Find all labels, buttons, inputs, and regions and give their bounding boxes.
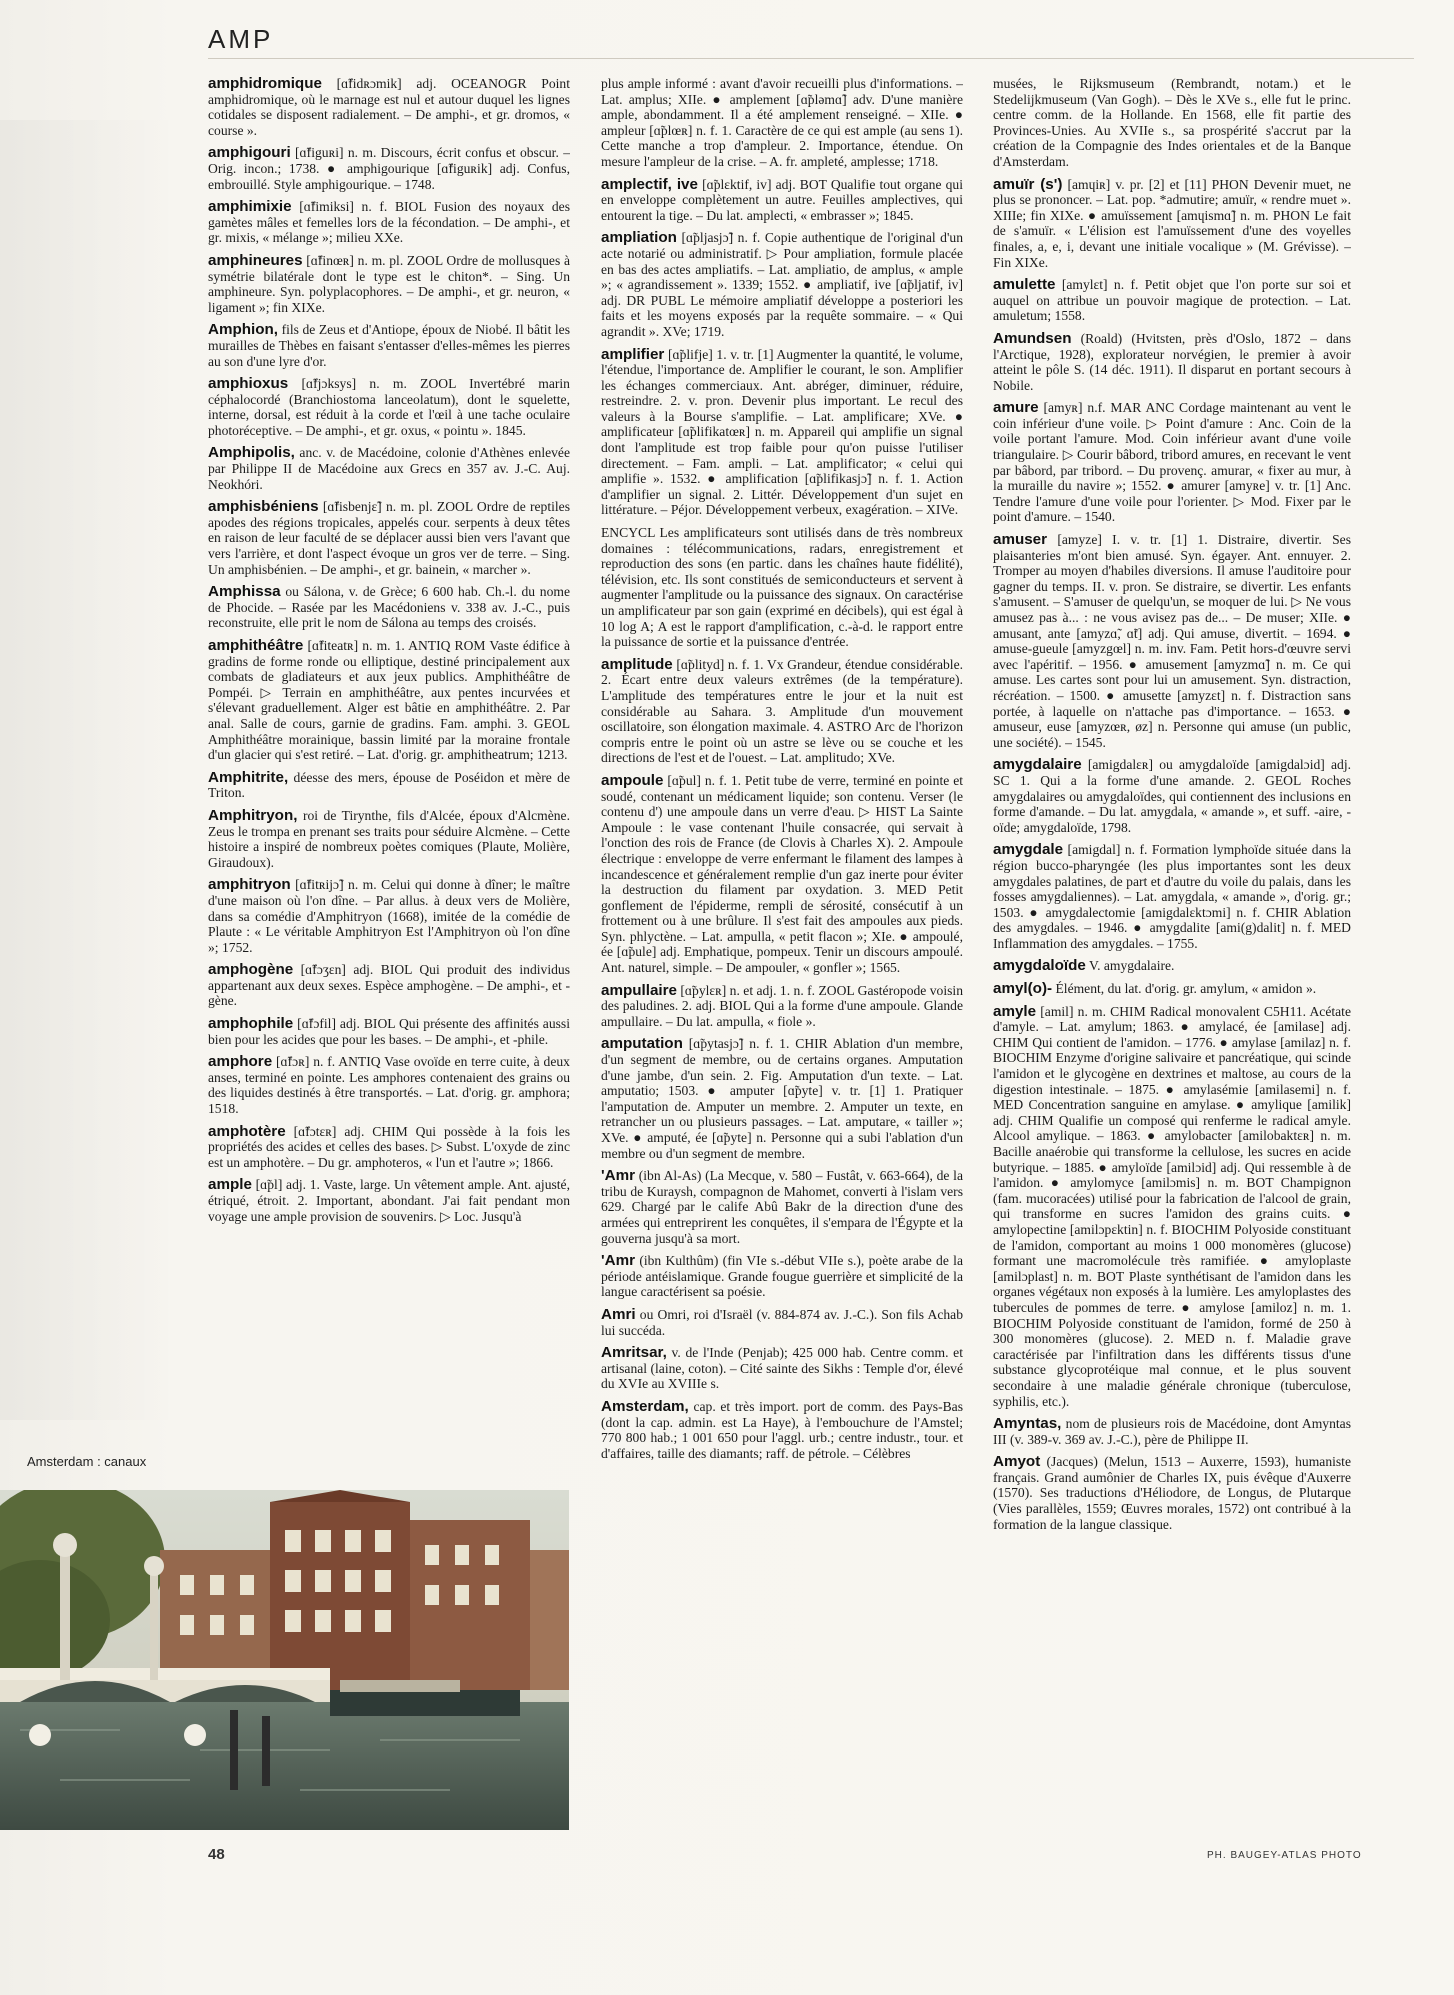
- entry-definition: [amigdalɛʀ] ou amygdaloïde [amigdalɔid] adj. SC 1. Qui a la forme d'une amande. 2. GEOL Roches amygdalaires ou amygdaloïdes, qui contiennent des inclusions en forme d'amande. – Du lat. amygdala, « amande », et suff. -aire, -oïde; amygdaloïde, 1798.: [993, 757, 1351, 835]
- dictionary-entry: [993, 331, 1351, 393]
- entry-headword: amuser: [993, 531, 1048, 549]
- entry-definition: [ɑ̃fɔʀ] n. f. ANTIQ Vase ovoïde en terre cuite, à deux anses, terminé en pointe. Les amphores contenaient des grains ou des liquides destinés à être transportés. – Lat. d'orig. gr. amphora; 1518.: [208, 1054, 570, 1117]
- dictionary-entry: [993, 1416, 1351, 1447]
- dictionary-entry: [208, 1124, 570, 1171]
- entry-definition: [ɑ̃figuʀi] n. m. Discours, écrit confus et obscur. – Orig. incon.; 1738. ● amphigourique [ɑ̃figuʀik] adj. Confus, embrouillé. Style amphigourique. – 1748.: [208, 145, 570, 192]
- dictionary-entry: [993, 532, 1351, 750]
- dictionary-entry: [993, 757, 1351, 835]
- entry-definition: [ɑ̃fɔtɛʀ] adj. CHIM Qui possède à la fois les propriétés des acides et celles des bases. ▷ Subst. L'oxyde de zinc est un amphotère. – Du gr. amphoteros, « l'un et l'autre »; 1866.: [208, 1123, 570, 1170]
- dictionary-entry: [208, 638, 570, 763]
- entry-headword: amyle: [993, 1002, 1037, 1020]
- entry-headword: amphophile: [208, 1015, 294, 1033]
- entry-definition: [ɑ̃fɔʒɛn] adj. BIOL Qui produit des individus appartenant aux deux sexes. Espèce amphogène. – De amphi-, et -gène.: [208, 962, 570, 1009]
- entry-headword: amphineures: [208, 251, 303, 269]
- running-head: AMP: [208, 24, 274, 54]
- entry-definition: nom de plusieurs rois de Macédoine, dont Amyntas III (v. 389-v. 369 av. J.-C.), père de Philippe II.: [993, 1416, 1351, 1447]
- dictionary-entry: [208, 584, 570, 631]
- dictionary-entry: [993, 400, 1351, 525]
- dictionary-entry: [601, 1345, 963, 1392]
- entry-headword: 'Amr: [601, 1167, 635, 1185]
- dictionary-entry: [993, 958, 1351, 974]
- entry-headword: amphidromique: [208, 76, 322, 92]
- entry-definition: déesse des mers, épouse de Poséidon et mère de Triton.: [208, 769, 570, 801]
- entry-headword: amphisbéniens: [208, 498, 319, 516]
- dictionary-entry: [993, 1454, 1351, 1532]
- header-rule: [208, 58, 1414, 59]
- photo-caption: Amsterdam : canaux: [27, 1454, 147, 1469]
- entry-definition: [amɥiʀ] v. pr. [2] et [11] PHON Devenir muet, ne plus se prononcer. – Lat. pop. *admutire; amuïr, « rendre muet ». XIIIe; fin XIXe. ● amuïssement [amɥismɑ̃] n. m. PHON Le fait de s'amuïr. « L'élision est l'amuïssement d'une des voyelles finales, a, e, i, devant une initiale vocalique » (M. Grévisse). – Fin XIXe.: [993, 176, 1351, 270]
- dictionary-entry: [208, 1054, 570, 1116]
- dictionary-entry: [208, 322, 570, 369]
- dictionary-entry: [601, 773, 963, 976]
- entry-definition: (ibn Kulthûm) (fin VIe s.-début VIIe s.), poète arabe de la période antéislamique. Grande fougue guerrière et simplicité de la langue caractérisent sa poésie.: [601, 1253, 963, 1300]
- amsterdam-canal-photo: [0, 1490, 569, 1830]
- dictionary-entry: [208, 877, 570, 955]
- entry-definition: Élément, du lat. d'orig. gr. amylum, « amidon ».: [1055, 981, 1317, 997]
- dictionary-entry: [208, 199, 570, 246]
- dictionary-entry: [993, 1004, 1351, 1409]
- entry-definition: [ɑ̃fisbenjɛ̃] n. m. pl. ZOOL Ordre de reptiles apodes des régions tropicales, appelés cour. serpents à deux têtes en raison de leur faculté de se déplacer aussi bien vers l'avant que vers l'arrière, et dont l'aspect évoque un gros ver de terre. – Sing. Un amphisbénien. – De amphi-, et gr. bainein, « marcher ».: [208, 499, 570, 577]
- entry-headword: amphore: [208, 1053, 273, 1071]
- dictionary-entry: [993, 177, 1351, 271]
- dictionary-entry: [601, 1168, 963, 1246]
- dictionary-entry: [601, 525, 963, 650]
- entry-headword: Amsterdam,: [601, 1397, 689, 1415]
- entry-headword: amulette: [993, 276, 1056, 294]
- entry-definition: [amylɛt] n. f. Petit objet que l'on porte sur soi et auquel on attribue un pouvoir magique de protection. – Lat. amuletum; 1558.: [993, 277, 1351, 324]
- dictionary-entry: [208, 1177, 570, 1224]
- entry-definition: fils de Zeus et d'Antiope, époux de Niobé. Il bâtit les murailles de Thèbes en faisant s'entasser d'elles-mêmes les pierres au son d'une lyre d'or.: [208, 322, 570, 369]
- column-2: [601, 76, 963, 1886]
- entry-headword: Amundsen: [993, 329, 1072, 347]
- entry-definition: [ɑ̃pljasjɔ̃] n. f. Copie authentique de l'original d'un acte notarié ou administratif. ▷ Pour ampliation, formule placée en bas des actes ampliatifs. – Lat. ampliatio, de amplus, « ample »; « agrandissement ». 1339; 1552. ● ampliatif, ive [ɑ̃pljatif, iv] adj. DR PUBL Le mémoire ampliatif développe a posteriori les faits et les moyens exposés par la requête sommaire. – « Qui agrandit ». XVe; 1719.: [601, 230, 963, 339]
- dictionary-entry: [208, 770, 570, 801]
- entry-headword: Amphitryon,: [208, 806, 298, 824]
- entry-headword: amphioxus: [208, 375, 289, 393]
- dictionary-entry: [208, 962, 570, 1009]
- page-margin-shadow: [0, 120, 180, 1420]
- dictionary-entry: [601, 657, 963, 766]
- entry-headword: amuïr (s'): [993, 175, 1063, 193]
- entry-headword: Amri: [601, 1305, 636, 1323]
- dictionary-entry: [208, 1016, 570, 1047]
- dictionary-entry: [601, 76, 963, 170]
- entry-definition: plus ample informé : avant d'avoir recueilli plus d'informations. – Lat. amplus; XIIe. ● amplement [ɑ̃pləmɑ̃] adv. D'une manière ample, abondamment. Il a été amplement renseigné. – XIIe. ● ampleur [ɑ̃plœʀ] n. f. 1. Caractère de ce qui est ample (au sens 1). Cette manche a trop d'ampleur. 2. Importance, étendue. On mesure l'ampleur de la crise. – A. fr. ampleté, amplesse; 1718.: [601, 76, 963, 169]
- column-1: [208, 76, 570, 1471]
- dictionary-entry: [208, 376, 570, 438]
- entry-headword: amplectif, ive: [601, 175, 698, 193]
- entry-definition: (Jacques) (Melun, 1513 – Auxerre, 1593), humaniste français. Grand aumônier de Charles IX, puis évêque d'Auxerre (1570). Ses traductions d'Héliodore, de Longus, de Plutarque (Vies parallèles, 1559; Œuvres morales, 1572) ont contribué à la formation de la langue classique.: [993, 1454, 1351, 1532]
- entry-headword: amphithéâtre: [208, 637, 304, 654]
- entry-definition: [amyʀ] n.f. MAR ANC Cordage maintenant au vent le coin inférieur d'une voile. ▷ Point d'amure : Anc. Coin de la voile portant l'amure. Mod. Coin inférieur avant d'une voile triangulaire. ▷ Courir bâbord, tribord amures, en recevant le vent par bâbord, par tribord. – Du provenç. amurar, « fixer au mur, à la muraille du navire »; 1552. ● amurer [amyʀe] v. tr. [1] Anc. Tendre l'amure d'une voile pour l'orienter. ▷ Mod. Fixer par le point d'amure. – 1540.: [993, 400, 1351, 525]
- entry-definition: [ɑ̃pul] n. f. 1. Petit tube de verre, terminé en pointe et soudé, contenant un médicament liquide; son contenu. Verser (le contenu d') une ampoule dans un verre d'eau. ▷ HIST La Sainte Ampoule : le vase contenant l'huile consacrée, qui servait à l'onction des rois de France (de Clovis à Charles X). 2. Ampoule électrique : enveloppe de verre enfermant le filament des lampes à incandescence et généralement remplie d'un gaz inerte pour éviter la destruction du filament par oxydation. 3. MED Petit gonflement de l'épiderme, rempli de sérosité, consécutif à un frottement ou à une brûlure. Il s'est fait des ampoules aux pieds. Syn. phlyctène. – Lat. ampulla, « petit flacon »; XIe. ● ampoulé, ée [ɑ̃pule] adj. Emphatique, pompeux. Tenir un discours ampoulé. Ant. naturel, simple. – De ampouler, « gonfler »; 1565.: [601, 772, 963, 976]
- column-3: [993, 76, 1351, 1886]
- entry-headword: 'Amr: [601, 1252, 635, 1270]
- entry-headword: Amphissa: [208, 583, 281, 601]
- entry-headword: amygdaloïde: [993, 957, 1086, 975]
- entry-headword: amputation: [601, 1035, 683, 1053]
- dictionary-entry: [993, 277, 1351, 324]
- entry-definition: musées, le Rijksmuseum (Rembrandt, notam.) et le Stedelijkmuseum (Van Gogh). – Dès le XVe s., elle fut le princ. centre comm. de la Hollande. En 1568, elle fit partie des Provinces-Unies. Au XVIIe s., sa prospérité s'accrut par la création de la Compagnie des Indes orientales et de la Banque d'Amsterdam.: [993, 76, 1351, 169]
- entry-definition: [ɑ̃fidʀɔmik] adj. OCEANOGR Point amphidromique, où le marnage est nul et autour duquel les lignes cotidales se disposent radialement. – De amphi-, et gr. dromos, « course ».: [208, 76, 570, 138]
- entry-definition: [ɑ̃finœʀ] n. m. pl. ZOOL Ordre de mollusques à symétrie bilatérale dont le type est le chiton*. – Sing. Un amphineure. Syn. polyplacophores. – De amphi-, et gr. neuron, « ligament »; fin XIXe.: [208, 252, 570, 315]
- entry-definition: [amigdal] n. f. Formation lymphoïde située dans la région bucco-pharyngée (les plus importantes sont les deux amygdales palatines, de part et d'autre du voile du palais, dans les fosses amygdaliennes). – Lat. amygdala, « amande », d'orig. gr.; 1503. ● amygdalectomie [amigdalɛktɔmi] n. f. CHIR Ablation des amygdales. – 1946. ● amygdalite [ami(g)dalit] n. f. MED Inflammation des amygdales. – 1755.: [993, 842, 1351, 951]
- entry-definition: cap. et très import. port de comm. des Pays-Bas (dont la cap. admin. est La Haye), à l'embouchure de l'Amstel; 770 800 hab.; 1 001 650 pour l'aggl. urb.; centre industr., tour. et d'affaires, taille des diamants; raff. de pétrole. – Célèbres: [601, 1398, 963, 1461]
- entry-headword: amygdalaire: [993, 756, 1082, 774]
- entry-headword: amplifier: [601, 345, 665, 363]
- entry-definition: [ɑ̃plɛktif, iv] adj. BOT Qualifie tout organe qui en enveloppe complètement un autre. Feuilles amplectives, qui entourent la tige. – Du lat. amplecti, « embrasser »; 1845.: [601, 176, 963, 223]
- entry-headword: ampliation: [601, 229, 677, 247]
- dictionary-entry: [601, 230, 963, 339]
- dictionary-entry: [601, 347, 963, 519]
- entry-definition: [ɑ̃fiteatʀ] n. m. 1. ANTIQ ROM Vaste édifice à gradins de forme ronde ou elliptique, destiné principalement aux combats de gladiateurs et aux jeux publics. Amphithéâtre de Pompéi. ▷ Terrain en amphithéâtre, aux pentes incurvées et s'élevant graduellement. Alger est bâtie en amphithéâtre. 2. Par anal. Salle de cours, garnie de gradins. Fam. amphi. 3. GEOL Amphithéâtre morainique, bassin limité par la moraine frontale d'un glacier qui s'est retiré. – Lat. d'orig. gr. amphitheatrum; 1213.: [208, 638, 570, 763]
- dictionary-entry: [208, 253, 570, 315]
- entry-headword: Amphion,: [208, 321, 279, 339]
- entry-headword: Amphitrite,: [208, 768, 289, 786]
- entry-headword: amphotère: [208, 1122, 286, 1140]
- dictionary-entry: [208, 808, 570, 870]
- entry-definition: [ɑ̃plifje] 1. v. tr. [1] Augmenter la quantité, le volume, l'étendue, l'importance de. Amplifier le courant, le son. Amplifier les échanges commerciaux. Ant. abréger, diminuer, réduire, restreindre. 2. v. pron. Devenir plus important. Le recul des valeurs à la Bourse s'amplifie. – Lat. amplificare; XVe. ● amplificateur [ɑ̃plifikatœʀ] n. m. Appareil qui amplifie un signal dont l'amplitude est trop faible pour qu'on puisse l'utiliser directement. – Fam. ampli. – Lat. amplificator; « celui qui amplifie ». 1532. ● amplification [ɑ̃plifikasjɔ̃] n. f. 1. Action d'amplifier un signal. 2. Littér. Développement d'un sujet en littérature. – Péjor. Développement verbeux, exagération. – XIVe.: [601, 346, 963, 518]
- entry-definition: roi de Tirynthe, fils d'Alcée, époux d'Alcmène. Zeus le trompa en prenant ses traits pour séduire Alcmène. – Cette histoire a inspiré de nombreux poètes comiques (Plaute, Molière, Giraudoux).: [208, 807, 570, 870]
- entry-definition: [ɑ̃fitʀijɔ̃] n. m. Celui qui donne à dîner; le maître d'une maison où l'on dîne. – Par allus. à deux vers de Molière, dans sa comédie d'Amphitryon (1668), imitée de la comédie de Plaute : « Le véritable Amphitryon Est l'Amphitryon où l'on dîne »; 1752.: [208, 877, 570, 955]
- entry-headword: amyl(o)-: [993, 980, 1053, 998]
- entry-definition: [ɑ̃pytasjɔ̃] n. f. 1. CHIR Ablation d'un membre, d'un segment de membre, ou de certains organes. Amputation d'une jambe, d'un sein. 2. Fig. Amputation d'un texte. – Lat. amputatio; 1503. ● amputer [ɑ̃pyte] v. tr. [1] 1. Pratiquer l'amputation de. Amputer un membre. 2. Amputer un texte, en retrancher un ou plusieurs passages. – Lat. amputare, « tailler »; XVe. ● amputé, ée [ɑ̃pyte] n. Personne qui a subi l'ablation d'un membre ou d'un segment de membre.: [601, 1036, 963, 1161]
- dictionary-entry: [993, 842, 1351, 951]
- entry-headword: amplitude: [601, 655, 673, 673]
- entry-definition: [ɑ̃fimiksi] n. f. BIOL Fusion des noyaux des gamètes mâles et femelles lors de la fécondation. – De amphi-, et gr. mixis, « mélange »; milieu XXe.: [208, 199, 570, 246]
- dictionary-entry: [601, 1253, 963, 1300]
- dictionary-entry: [208, 145, 570, 192]
- dictionary-entry: [601, 1036, 963, 1161]
- entry-definition: v. de l'Inde (Penjab); 425 000 hab. Centre comm. et artisanal (laine, coton). – Cité sainte des Sikhs : Temple d'or, élevé du XVIe au XVIIIe s.: [601, 1345, 963, 1392]
- entry-definition: (Roald) (Hvitsten, près d'Oslo, 1872 – dans l'Arctique, 1928), explorateur norvégien, le premier à avoir atteint le pôle S. (14 déc. 1911). Il disparut en portant secours à Nobile.: [993, 330, 1351, 393]
- entry-definition: (ibn Al-As) (La Mecque, v. 580 – Fustât, v. 663-664), de la tribu de Kuraysh, compagnon de Mahomet, converti à l'islam vers 629. Chargé par le calife Abû Bakr de la direction d'une des armées qui entreprirent les conquêtes, il s'empara de l'Égypte et la gouverna jusqu'à sa mort.: [601, 1168, 963, 1246]
- entry-headword: Amritsar,: [601, 1344, 667, 1362]
- entry-definition: [ɑ̃pylɛʀ] n. et adj. 1. n. f. ZOOL Gastéropode voisin des paludines. 2. adj. BIOL Qui a la forme d'une ampoule. Glande ampullaire. – Du lat. ampulla, « fiole ».: [601, 982, 963, 1029]
- dictionary-entry: [208, 76, 570, 138]
- entry-definition: [ɑ̃plityd] n. f. 1. Vx Grandeur, étendue considérable. 2. Écart entre deux valeurs extrêmes (de la température). L'amplitude des températures entre le jour et la nuit est considérable au Sahara. 3. Amplitude d'un mouvement oscillatoire, son élongation maximale. 4. ASTRO Arc de l'horizon compris entre le point où un astre se lève ou se couche et les directions de l'est et de l'ouest. – Lat. amplitudo; XVe.: [601, 656, 963, 766]
- entry-headword: ampoule: [601, 771, 664, 789]
- dictionary-entry: [208, 499, 570, 577]
- entry-headword: Amyot: [993, 1453, 1041, 1471]
- page-number: 48: [208, 1846, 225, 1863]
- entry-headword: Amphipolis,: [208, 444, 295, 462]
- entry-headword: ampullaire: [601, 981, 677, 999]
- entry-headword: ample: [208, 1176, 252, 1194]
- entry-headword: amure: [993, 399, 1039, 417]
- entry-definition: [amil] n. m. CHIM Radical monovalent C5H11. Acétate d'amyle. – Lat. amylum; 1863. ● amylacé, ée [amilase] adj. CHIM Qui contient de l'amidon. – 1776. ● amylase [amilaz] n. f. BIOCHIM Enzyme d'origine salivaire et pancréatique, qui scinde l'amidon et le glycogène en dextrines et maltose, au cours de la digestion intestinale. – 1875. ● amylasémie [amilasemi] n. f. MED Concentration sanguine en amylase. ● amylique [amilik] adj. CHIM Qualifie un composé qui renferme le radical amyle. Alcool amylique. – 1863. ● amylobacter [amilobaktɛʀ] n. m. Bacille anaérobie qui transforme la cellulose, les sucres en acide butyrique. – 1885. ● amyloïde [amilɔid] adj. Qui ressemble à de l'amidon. ● amylomyce [amilɔmis] n. m. BOT Champignon (fam. mucoracées) utilisé pour la fabrication de l'alcool de grain, qui transforme en sucres l'amidon des grains cuits. ● amylopectine [amilɔpɛktin] n. f. BIOCHIM Polyoside constituant de l'amidon, comportant au moins 1 000 monomères (glucose) formant une macromolécule très ramifiée. ● amyloplaste [amilɔplast] n. m. BOT Plaste synthétisant de l'amidon dans les organes végétaux non exposés à la lumière. Les amyloplastes des tubercules de pommes de terre. ● amylose [amiloz] n. m. 1. BIOCHIM Polyoside constituant de l'amidon, formé de 250 à 300 monomères (glucose). 2. MED n. f. Maladie grave caractérisée par l'infiltration dans les différents tissus d'une substance glycoprotéique mal connue, et le plus souvent secondaire à une maladie générale chronique (tuberculose, syphilis, etc.).: [993, 1003, 1351, 1409]
- dictionary-entry: [993, 76, 1351, 170]
- dictionary-entry: [601, 983, 963, 1030]
- entry-definition: ou Omri, roi d'Israël (v. 884-874 av. J.-C.). Son fils Achab lui succéda.: [601, 1306, 963, 1338]
- dictionary-entry: [993, 981, 1351, 997]
- entry-definition: [ɑ̃fɔfil] adj. BIOL Qui présente des affinités aussi bien pour les acides que pour les bases. – De amphi-, et -phile.: [208, 1016, 570, 1047]
- entry-headword: amphigouri: [208, 144, 291, 162]
- entry-definition: [amyze] I. v. tr. [1] 1. Distraire, divertir. Ses plaisanteries m'ont bien amusé. Syn. égayer. Ant. ennuyer. 2. Tromper au moyen d'habiles diversions. Il amuse l'auditoire pour gagner du temps. II. v. pron. Se distraire, se divertir. Les enfants s'amusent. – S'amuser de quelqu'un, se moquer de lui. ▷ Ne vous amusez pas à... : ne vous avisez pas de... – De muser; XIIe. ● amusant, ante [amyzɑ̃, ɑ̃t] adj. Qui amuse, divertit. – 1694. ● amuse-gueule [amyzgœl] n. m. inv. Fam. Petit hors-d'œuvre servi avec l'apéritif. – 1956. ● amusement [amyzmɑ̃] n. m. Ce qui amuse. Les cartes sont pour lui un amusement. Syn. distraction, récréation. – 1500. ● amusette [amyzɛt] n. f. Distraction sans portée, à laquelle on n'attache pas d'importance. – 1653. ● amuseur, euse [amyzœʀ, øz] n. Personne qui amuse (un public, une société). – 1545.: [993, 532, 1351, 750]
- dictionary-entry: [601, 1399, 963, 1461]
- dictionary-entry: [601, 177, 963, 224]
- entry-headword: Amyntas,: [993, 1415, 1062, 1433]
- entry-definition: [ɑ̃fjɔksys] n. m. ZOOL Invertébré marin céphalocordé (Branchiostoma lanceolatum), dont le squelette, interne, dorsal, est réduit à la corde et l'œil à une tache oculaire photoréceptive. – De amphi-, et gr. oxus, « pointu ». 1845.: [208, 376, 570, 438]
- dictionary-entry: [208, 445, 570, 492]
- entry-definition: [ɑ̃pl] adj. 1. Vaste, large. Un vêtement ample. Ant. ajusté, étriqué, étroit. 2. Important, abondant. J'ai fait pendant mon voyage une ample provision de souvenirs. ▷ Loc. Jusqu'à: [208, 1177, 570, 1224]
- entry-definition: ENCYCL Les amplificateurs sont utilisés dans de très nombreux domaines : télécommunications, radars, enregistrement et reproduction des sons (en partic. dans les chaînes haute fidélité), télévision, etc. Ils sont constitués de semiconducteurs et servent à augmenter l'amplitude ou la puissance des signaux. On caractérise un amplificateur par son gain (exprimé en décibels), qui est égal à 10 log A; A est le rapport d'amplification, c.-à-d. le rapport entre la puissance de sortie et la puissance d'entrée.: [601, 525, 963, 650]
- entry-definition: ou Sálona, v. de Grèce; 6 600 hab. Ch.-l. du nome de Phocide. – Rasée par les Macédoniens v. 338 av. J.-C., puis reconstruite, elle prit le nom de Sálona au temps des croisés.: [208, 584, 570, 631]
- photo-credit: PH. BAUGEY-ATLAS PHOTO: [1207, 1850, 1362, 1861]
- entry-headword: amygdale: [993, 841, 1064, 859]
- entry-headword: amphimixie: [208, 198, 292, 216]
- entry-headword: amphitryon: [208, 876, 291, 894]
- dictionary-entry: [601, 1307, 963, 1338]
- entry-definition: anc. v. de Macédoine, colonie d'Athènes enlevée par Philippe II de Macédoine aux Grecs en 357 av. J.-C. Auj. Neokhóri.: [208, 445, 570, 492]
- entry-definition: V. amygdalaire.: [1089, 958, 1175, 974]
- entry-headword: amphogène: [208, 961, 294, 979]
